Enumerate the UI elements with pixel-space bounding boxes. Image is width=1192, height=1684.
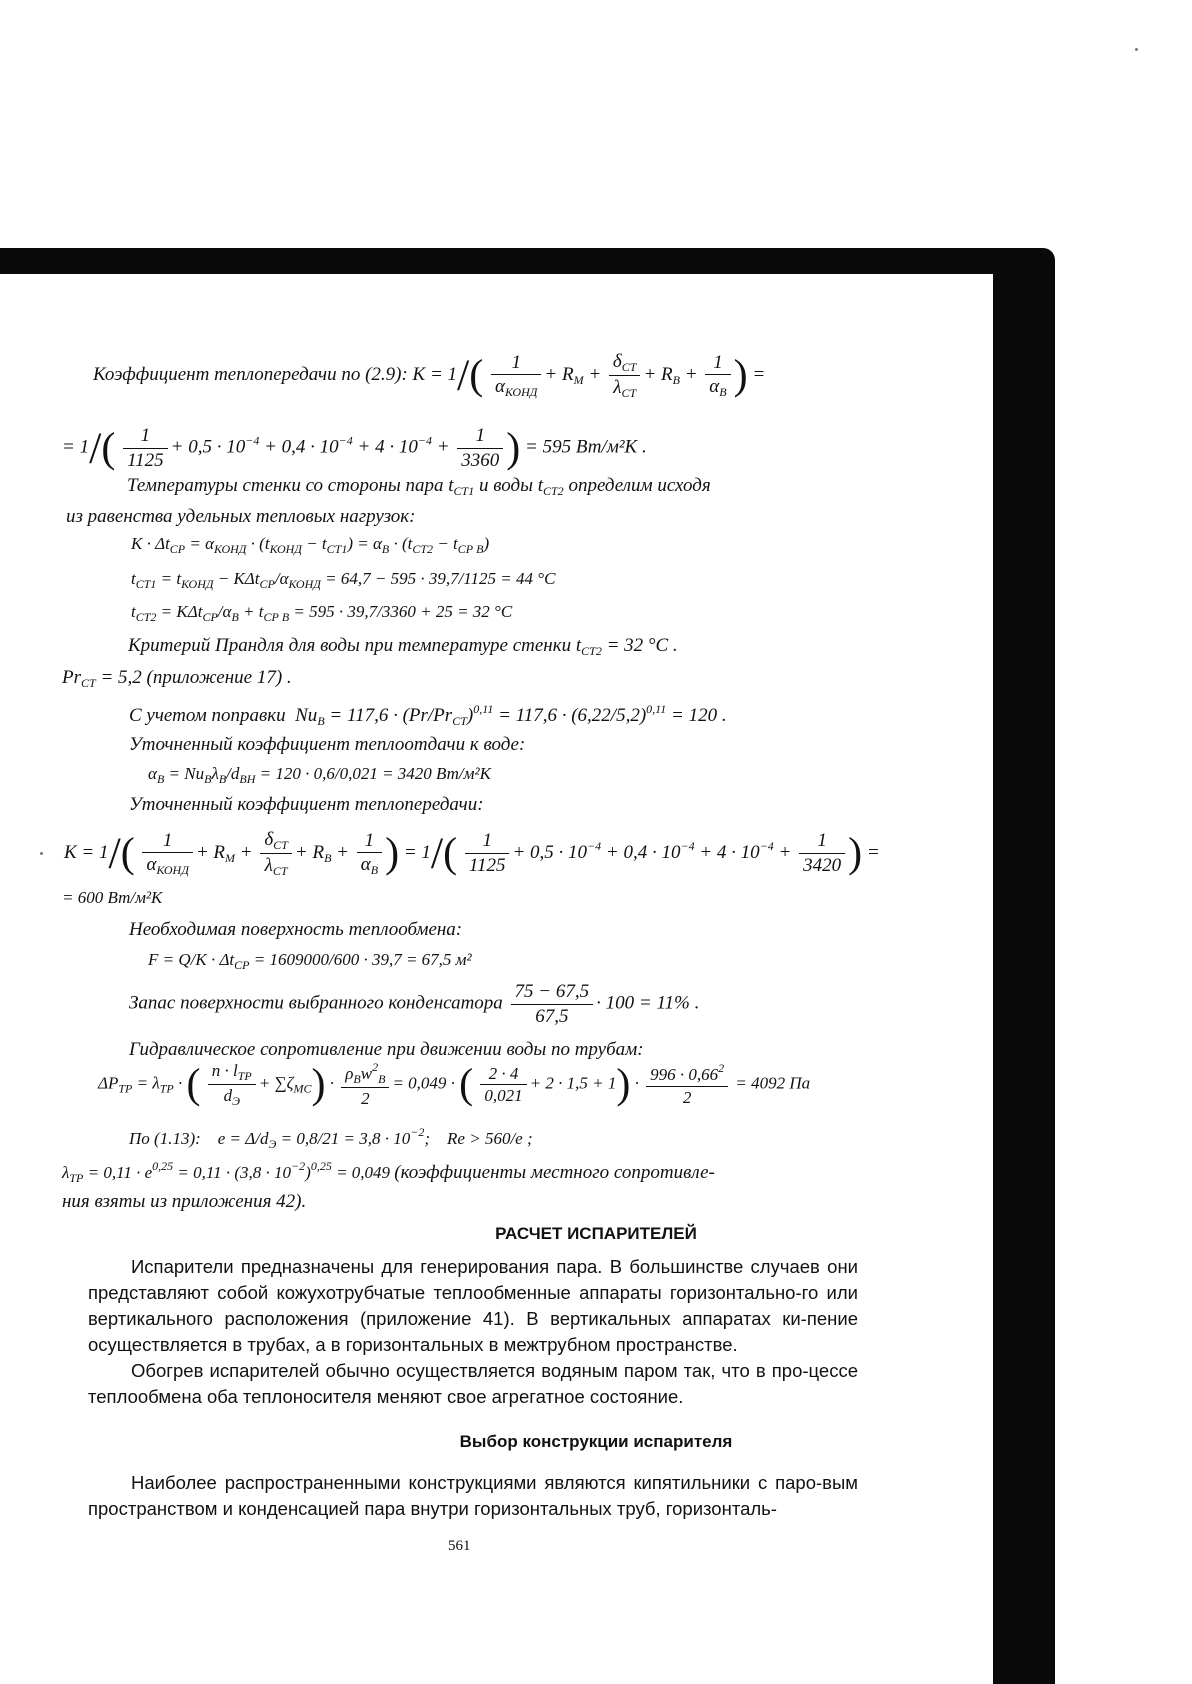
- equation-t-st2: $t_{СТ2} = K\Delta t_{СР}/\alpha_В + t_{СР В} = 595 \cdot 39,7/3360 + 25 = 32$ °C: [131, 602, 513, 624]
- formula-k-general: Коэффициент теплопередачи по (2.9): K = 1/( $\frac{1}{\alpha_{КОНД}}$ + $R_М$ + $\frac{\delta_{СТ}}{\lambda_{СТ}}$ + $R_В$ + $\frac{1}{\alpha_В}$ ) =: [93, 350, 766, 400]
- section-title-evaporators: РАСЧЕТ ИСПАРИТЕЛЕЙ: [495, 1224, 697, 1243]
- text-wall-temps: Температуры стенки со стороны пара $t_{СТ1}$ и воды $t_{СТ2}$ определим исходя: [127, 475, 711, 498]
- equation-surface: $F = Q/K \cdot \Delta t_{СР} = 1609000/600 \cdot 39,7 = 67,5$ м²: [148, 950, 472, 972]
- section-title-design: Выбор конструкции испарителя: [459, 1432, 733, 1451]
- equation-roughness: По (1.13): $e = \Delta/d_Э = 0,8/21 = 3,8 \cdot 10^{-2}$; Re > 560/e ;: [129, 1125, 533, 1151]
- section-evaporators-body: [88, 1254, 858, 1410]
- formula-k-refined: K = 1/( $\frac{1}{\alpha_{КОНД}}$ + $R_М$ + $\frac{\delta_{СТ}}{\lambda_{СТ}}$ + $R_В$ + $\frac{1}{\alpha_В}$ ) = 1/( $\frac{1}{1125}$ + $0,5 \cdot 10^{-4} + 0,4 \cdot 10^{-4} + 4 \cdot 10^{-4}$ + $\frac{1}{3420}$ ) =: [64, 828, 880, 878]
- text-reserve: Запас поверхности выбранного конденсатора $\frac{75 - 67,5}{67,5}$ · 100 = 11% .: [129, 981, 700, 1027]
- text-pr-value: $Pr_{СТ} = 5,2$ (приложение 17) .: [62, 667, 292, 690]
- equation-alpha-b: $\alpha_В = Nu_В\lambda_В/d_{ВН} = 120 \cdot 0,6/0,021 = 3420$ Вт/м²K: [148, 764, 491, 786]
- text-correction: С учетом поправки $Nu_В = 117,6 \cdot (Pr/Pr_{СТ})^{0,11} = 117,6 \cdot (6,22/5,2)^{0,11} = 120$ .: [129, 702, 727, 728]
- scan-speck: [1135, 48, 1138, 51]
- scan-border-right: [993, 248, 1055, 1684]
- equation-lambda: $\lambda_{ТР} = 0,11 \cdot e^{0,25} = 0,11 \cdot (3,8 \cdot 10^{-2})^{0,25} = 0,049$ (коэффициенты местного сопротивле-: [62, 1159, 715, 1185]
- formula-pressure-drop: $\Delta P_{ТР} = \lambda_{ТР}$ · ( $\frac{n \cdot l_{ТР}}{d_Э}$ + $\sum\zeta_{МС}$) · $\frac{\rho_Вw^2_В}{2}$ = 0,049 · ( $\frac{2 \cdot 4}{0,021}$ + 2 · 1,5 + 1) · $\frac{996 \cdot 0,66^2}{2}$ = 4092 Па: [98, 1060, 811, 1109]
- equation-heat-flux: $K \cdot \Delta t_{СР} = \alpha_{КОНД} \cdot (t_{КОНД} - t_{СТ1}) = \alpha_В \cdot (t_{СТ2} - t_{СР В})$: [131, 534, 490, 556]
- text-refined-k: Уточненный коэффициент теплопередачи:: [129, 794, 484, 815]
- text-prandtl: Критерий Прандля для воды при температуре стенки $t_{СТ2} = 32$ °C .: [128, 635, 678, 658]
- equation-t-st1: $t_{СТ1} = t_{КОНД} - K\Delta t_{СР}/\alpha_{КОНД} = 64,7 - 595 \cdot 39,7/1125 = 44$ °C: [131, 569, 556, 591]
- text-wall-temps-cont: из равенства удельных тепловых нагрузок:: [66, 506, 416, 527]
- section-design-body: [88, 1470, 858, 1522]
- text-refined-alpha: Уточненный коэффициент теплоотдачи к воде:: [129, 734, 526, 755]
- paragraph: Наиболее распространенными конструкциями являются кипятильники с паро-вым пространством и конденсацией пара внутри горизонтальных труб, горизонталь-: [88, 1472, 858, 1519]
- text-lambda-note: ния взяты из приложения 42).: [62, 1191, 307, 1212]
- formula-k-numeric: = 1/( $\frac{1}{1125}$ + $0,5 \cdot 10^{-4} + 0,4 \cdot 10^{-4} + 4 \cdot 10^{-4}$ + $\frac{1}{3360}$ ) = 595 Вт/м²K .: [62, 423, 647, 473]
- result-k-refined: = 600 Вт/м²K: [62, 888, 163, 907]
- text-hydraulic: Гидравлическое сопротивление при движении воды по трубам:: [129, 1039, 644, 1060]
- paragraph: Испарители предназначены для генерирования пара. В большинстве случаев они представляют собой кожухотрубчатые теплообменные аппараты горизонтально-го или вертикального расположения (приложение 41). В вертикальных аппаратах ки-пение осуществляется в трубах, а в горизонтальных в межтрубном пространстве.: [88, 1256, 858, 1355]
- text-surface: Необходимая поверхность теплообмена:: [129, 919, 463, 940]
- scan-border-top: [0, 248, 1020, 274]
- paragraph: Обогрев испарителей обычно осуществляется водяным паром так, что в про-цессе теплообмена оба теплоносителя меняют свое агрегатное состояние.: [88, 1360, 858, 1407]
- page-number: 561: [448, 1538, 471, 1554]
- scan-speck: [40, 852, 43, 855]
